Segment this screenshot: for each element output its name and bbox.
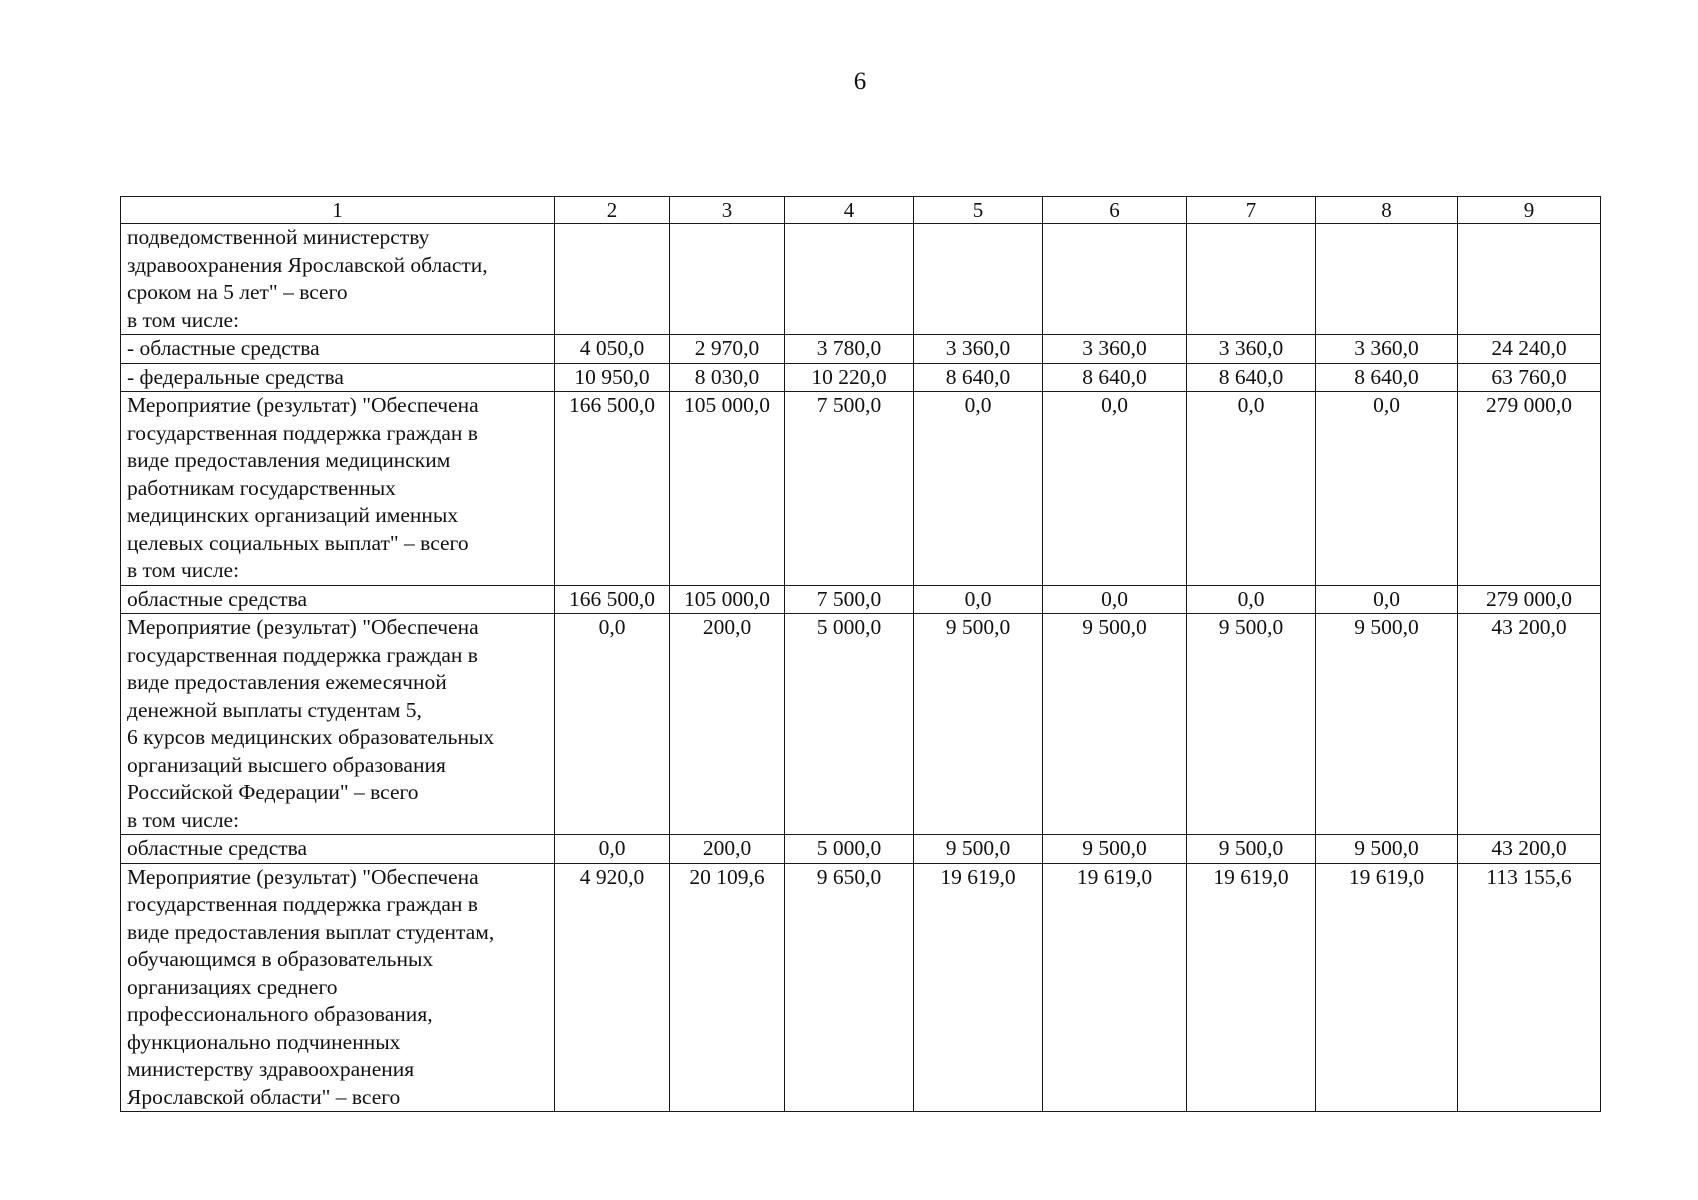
row-value-col-8: 0,0 <box>1316 585 1458 614</box>
row-value-col-9: 279 000,0 <box>1458 392 1601 586</box>
row-value-col-2 <box>555 224 670 335</box>
table-row <box>121 863 1601 1112</box>
row-value-col-9: 43 200,0 <box>1458 614 1601 835</box>
row-value-col-2: 0,0 <box>555 835 670 864</box>
row-value-col-7: 8 640,0 <box>1187 363 1316 392</box>
row-value-col-5: 3 360,0 <box>914 335 1043 364</box>
row-value-col-3 <box>670 224 785 335</box>
column-number-row <box>121 197 1601 224</box>
row-value-col-5: 19 619,0 <box>914 863 1043 1112</box>
row-value-col-8: 0,0 <box>1316 392 1458 586</box>
row-value-col-5: 8 640,0 <box>914 363 1043 392</box>
row-value-col-9: 113 155,6 <box>1458 863 1601 1112</box>
row-value-col-4: 7 500,0 <box>785 585 914 614</box>
row-value-col-7: 3 360,0 <box>1187 335 1316 364</box>
row-value-col-2: 4 920,0 <box>555 863 670 1112</box>
row-value-col-7: 9 500,0 <box>1187 614 1316 835</box>
row-value-col-8: 8 640,0 <box>1316 363 1458 392</box>
row-value-col-9: 43 200,0 <box>1458 835 1601 864</box>
row-value-col-9: 279 000,0 <box>1458 585 1601 614</box>
row-description: - федеральные средства <box>121 363 555 392</box>
table-row <box>121 363 1601 392</box>
row-value-col-9: 24 240,0 <box>1458 335 1601 364</box>
row-value-col-7: 19 619,0 <box>1187 863 1316 1112</box>
row-description: областные средства <box>121 585 555 614</box>
row-value-col-4: 5 000,0 <box>785 835 914 864</box>
column-number: 4 <box>785 197 914 224</box>
row-value-col-4: 5 000,0 <box>785 614 914 835</box>
row-value-col-8 <box>1316 224 1458 335</box>
row-value-col-3: 105 000,0 <box>670 585 785 614</box>
row-value-col-6: 0,0 <box>1043 392 1187 586</box>
row-value-col-3: 200,0 <box>670 835 785 864</box>
column-number: 1 <box>121 197 555 224</box>
row-description: Мероприятие (результат) "Обеспечена государственная поддержка граждан в виде предоставления медицинским работникам государственных медицинских организаций именных целевых социальных выплат" – всего в том числе: <box>121 392 555 586</box>
page-number: 6 <box>853 68 867 95</box>
column-number: 9 <box>1458 197 1601 224</box>
column-number: 2 <box>555 197 670 224</box>
row-description: Мероприятие (результат) "Обеспечена государственная поддержка граждан в виде предоставления ежемесячной денежной выплаты студентам 5, 6 курсов медицинских образовательных организаций высшего образования Российской Федерации" – всего в том числе: <box>121 614 555 835</box>
row-value-col-3: 105 000,0 <box>670 392 785 586</box>
row-value-col-8: 9 500,0 <box>1316 614 1458 835</box>
row-value-col-8: 9 500,0 <box>1316 835 1458 864</box>
row-value-col-5: 9 500,0 <box>914 614 1043 835</box>
row-value-col-7: 0,0 <box>1187 392 1316 586</box>
budget-table <box>120 196 1601 1112</box>
row-value-col-2: 0,0 <box>555 614 670 835</box>
row-value-col-3: 20 109,6 <box>670 863 785 1112</box>
row-value-col-2: 10 950,0 <box>555 363 670 392</box>
row-value-col-5 <box>914 224 1043 335</box>
row-description: областные средства <box>121 835 555 864</box>
column-number: 7 <box>1187 197 1316 224</box>
row-value-col-6: 0,0 <box>1043 585 1187 614</box>
row-value-col-6: 8 640,0 <box>1043 363 1187 392</box>
row-value-col-6 <box>1043 224 1187 335</box>
row-value-col-5: 0,0 <box>914 585 1043 614</box>
row-value-col-4: 10 220,0 <box>785 363 914 392</box>
row-value-col-5: 0,0 <box>914 392 1043 586</box>
row-value-col-4: 7 500,0 <box>785 392 914 586</box>
table-row <box>121 614 1601 835</box>
row-description: Мероприятие (результат) "Обеспечена государственная поддержка граждан в виде предоставления выплат студентам, обучающимся в образовательных организациях среднего профессионального образования, функционально подчиненных министерству здравоохранения Ярославской области" – всего <box>121 863 555 1112</box>
table-row <box>121 392 1601 586</box>
row-value-col-8: 3 360,0 <box>1316 335 1458 364</box>
row-value-col-4: 3 780,0 <box>785 335 914 364</box>
table-row <box>121 835 1601 864</box>
column-number: 3 <box>670 197 785 224</box>
row-value-col-5: 9 500,0 <box>914 835 1043 864</box>
table-row <box>121 224 1601 335</box>
row-value-col-6: 3 360,0 <box>1043 335 1187 364</box>
row-value-col-6: 9 500,0 <box>1043 614 1187 835</box>
row-value-col-6: 19 619,0 <box>1043 863 1187 1112</box>
row-value-col-6: 9 500,0 <box>1043 835 1187 864</box>
row-value-col-3: 8 030,0 <box>670 363 785 392</box>
row-value-col-3: 200,0 <box>670 614 785 835</box>
table-body <box>121 197 1601 1112</box>
row-value-col-7: 9 500,0 <box>1187 835 1316 864</box>
table-row <box>121 335 1601 364</box>
row-value-col-7: 0,0 <box>1187 585 1316 614</box>
row-value-col-9: 63 760,0 <box>1458 363 1601 392</box>
table-row <box>121 585 1601 614</box>
row-value-col-3: 2 970,0 <box>670 335 785 364</box>
row-value-col-9 <box>1458 224 1601 335</box>
row-value-col-2: 166 500,0 <box>555 392 670 586</box>
column-number: 8 <box>1316 197 1458 224</box>
row-value-col-4: 9 650,0 <box>785 863 914 1112</box>
row-value-col-2: 4 050,0 <box>555 335 670 364</box>
row-description: - областные средства <box>121 335 555 364</box>
row-value-col-4 <box>785 224 914 335</box>
column-number: 6 <box>1043 197 1187 224</box>
row-value-col-7 <box>1187 224 1316 335</box>
row-value-col-2: 166 500,0 <box>555 585 670 614</box>
row-value-col-8: 19 619,0 <box>1316 863 1458 1112</box>
column-number: 5 <box>914 197 1043 224</box>
row-description: подведомственной министерству здравоохранения Ярославской области, сроком на 5 лет" – всего в том числе: <box>121 224 555 335</box>
